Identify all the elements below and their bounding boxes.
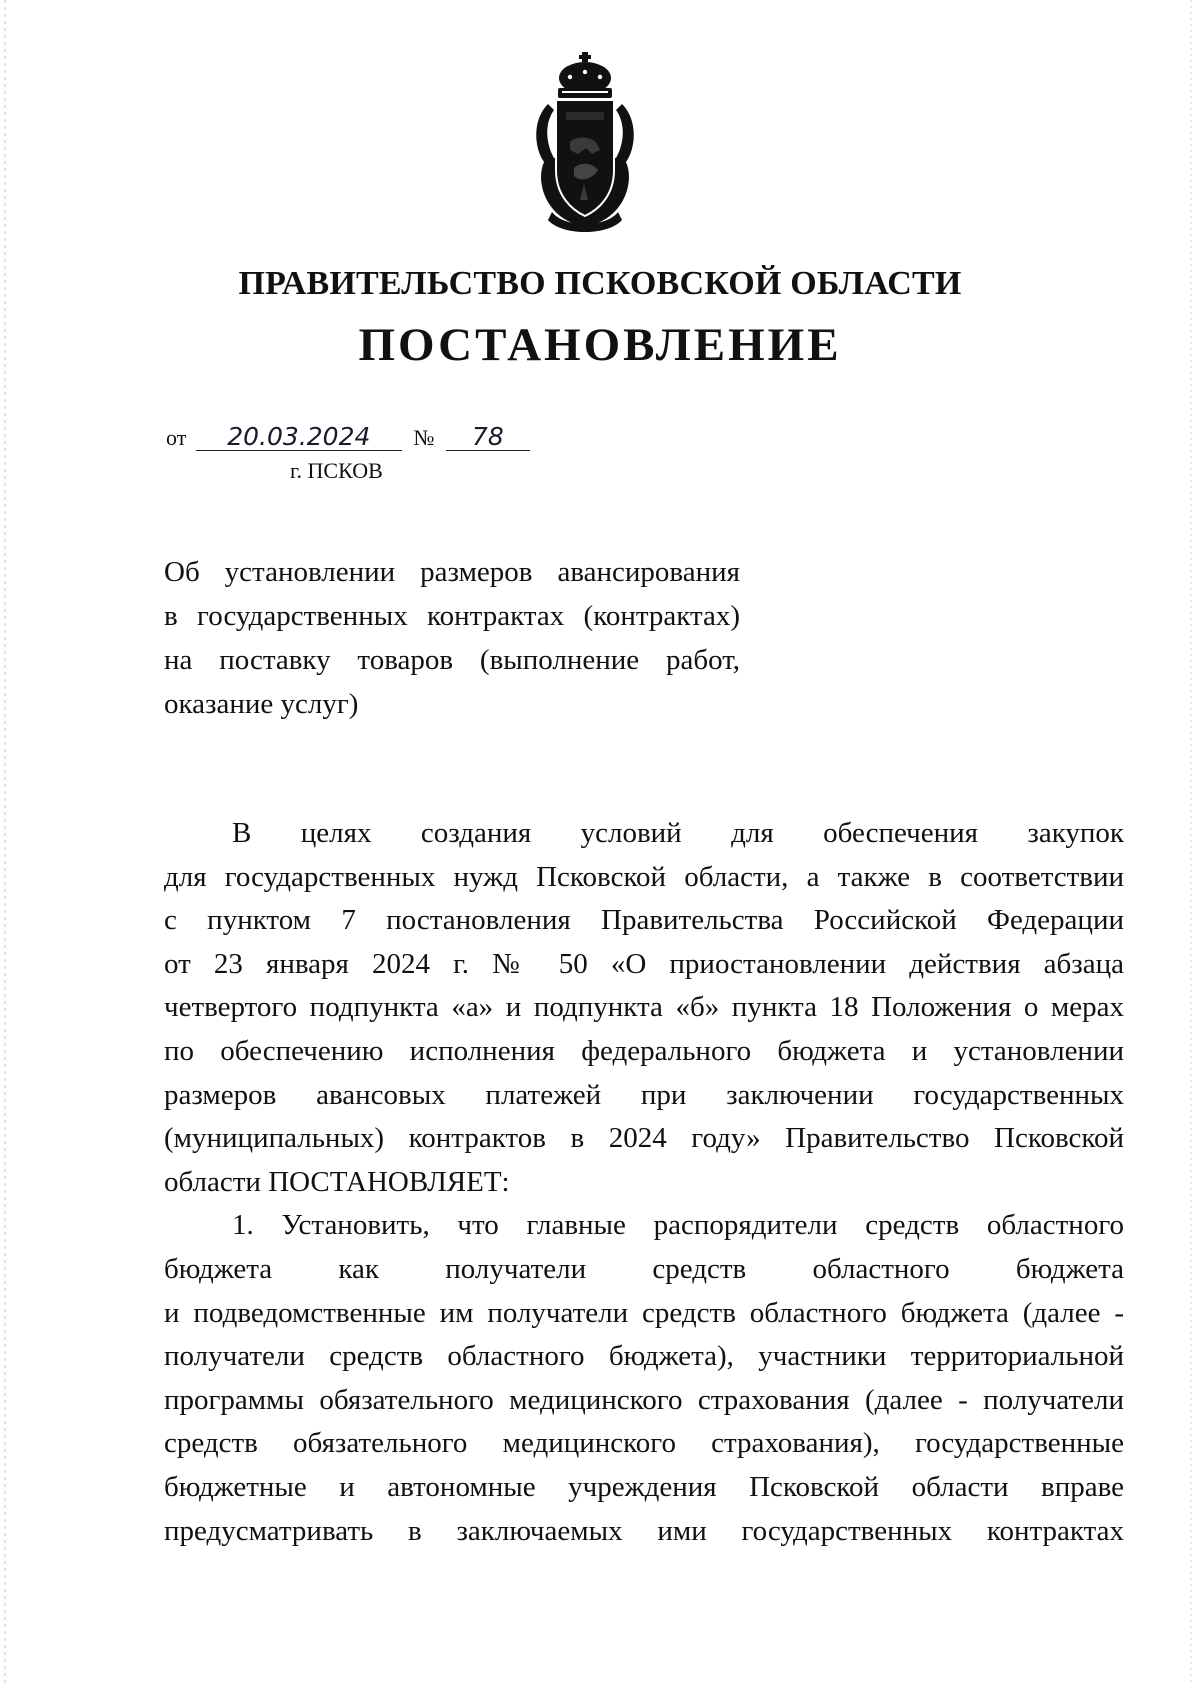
handwritten-number: 78 [446,424,530,451]
date-number-row [166,424,530,451]
body-line: от 23 января 2024 г. № 50 «О приостановлении действия абзаца [164,947,1124,980]
coat-of-arms-icon [530,50,640,236]
subject-line: Об установлении размеров авансирования [164,556,740,588]
document-body [164,812,1124,1553]
body-line: размеров авансовых платежей при заключении государственных [164,1078,1124,1111]
scan-edge-left [4,0,6,1686]
date-prefix: от [166,425,187,450]
body-line: по обеспечению исполнения федерального бюджета и установлении [164,1034,1124,1067]
body-line: программы обязательного медицинского страхования (далее - получатели [164,1383,1124,1416]
body-line: средств обязательного медицинского страхования), государственные [164,1427,1124,1460]
subject-line: на поставку товаров (выполнение работ, [164,644,740,676]
body-line: бюджета как получатели средств областного бюджета [164,1252,1124,1285]
body-line: и подведомственные им получатели средств областного бюджета (далее - [164,1296,1124,1329]
document-subject [164,550,740,726]
subject-line: в государственных контрактах (контрактах) [164,600,740,632]
government-title: ПРАВИТЕЛЬСТВО ПСКОВСКОЙ ОБЛАСТИ [238,265,962,302]
number-prefix: № [413,425,435,450]
subject-line: оказание услуг) [164,688,359,720]
handwritten-date: 20.03.2024 [196,424,402,451]
body-line: 1. Установить, что главные распорядители средств областного [232,1209,1124,1242]
body-line: В целях создания условий для обеспечения закупок [232,817,1124,849]
scan-edge-right [1190,0,1192,1686]
body-line: с пунктом 7 постановления Правительства Российской Федерации [164,904,1124,937]
body-line: области ПОСТАНОВЛЯЕТ: [164,1165,510,1198]
body-line: бюджетные и автономные учреждения Псковской области вправе [164,1470,1124,1503]
document-type: ПОСТАНОВЛЕНИЕ [358,319,842,371]
body-line: предусматривать в заключаемых ими государственных контрактах [164,1514,1124,1547]
body-line: четвертого подпункта «а» и подпункта «б» пункта 18 Положения о мерах [164,991,1124,1024]
body-line: (муниципальных) контрактов в 2024 году» Правительство Псковской [164,1122,1124,1155]
body-line: для государственных нужд Псковской области, а также в соответствии [164,860,1124,893]
body-line: получатели средств областного бюджета), участники территориальной [164,1340,1124,1373]
city-label: г. ПСКОВ [290,458,383,483]
